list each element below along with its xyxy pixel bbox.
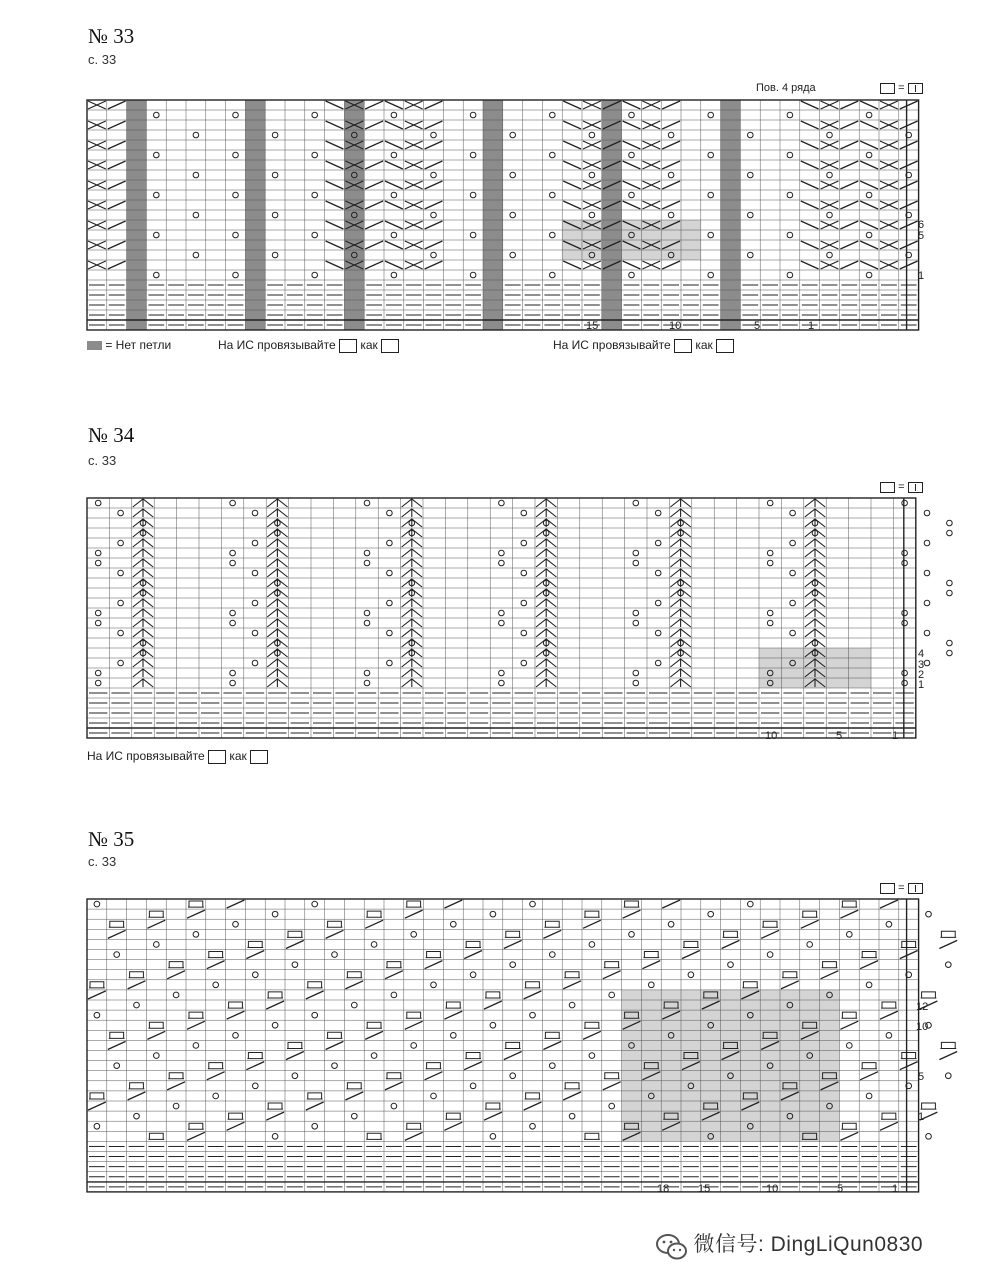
chart-35-col-label: 5 (837, 1183, 844, 1195)
legend-label: = Нет петли (105, 338, 172, 352)
wechat-icon (655, 1232, 689, 1262)
legend-label: как (360, 338, 378, 352)
chart-34-row-label: 1 (918, 679, 925, 691)
chart-33-page-ref: с. 33 (88, 52, 117, 67)
chart-34-page-ref: с. 33 (88, 453, 117, 468)
legend-label: На ИС провязывайте (218, 338, 336, 352)
chart-33-title: № 33 (88, 24, 135, 48)
chart-33-repeat-note: Пов. 4 ряда (756, 82, 816, 94)
chart-34-col-label: 10 (765, 730, 778, 742)
key-equals: = (898, 481, 905, 493)
chart-33-row-label: 1 (918, 270, 925, 282)
chart-33-row-label: 6 (918, 219, 925, 231)
chart-35-row-label: 1 (918, 1111, 925, 1123)
legend-label: как (229, 749, 247, 763)
chart-35-row-label: 12 (916, 1001, 929, 1013)
chart-35-row-label: 10 (916, 1021, 929, 1033)
chart-33-col-label: 15 (586, 320, 599, 332)
watermark-text: 微信号: DingLiQun0830 (693, 1233, 924, 1256)
chart-33-col-label: 1 (808, 320, 815, 332)
chart-34-row-label: 3 (918, 659, 925, 671)
legend-label: как (695, 338, 713, 352)
chart-34-row-label: 4 (918, 648, 925, 660)
chart-35-page-ref: с. 33 (88, 854, 117, 869)
chart-35-col-label: 1 (892, 1183, 899, 1195)
chart-33-col-label: 5 (754, 320, 761, 332)
legend-label: На ИС провязывайте (87, 749, 205, 763)
chart-34-col-label: 5 (836, 730, 843, 742)
chart-33-col-label: 10 (669, 320, 682, 332)
chart-34-title: № 34 (88, 423, 135, 447)
chart-35-col-label: 18 (657, 1183, 670, 1195)
watermark (655, 1228, 923, 1262)
key-equals: = (898, 882, 905, 894)
chart-34-row-label: 2 (918, 669, 925, 681)
legend-label: На ИС провязывайте (553, 338, 671, 352)
chart-33-row-label: 5 (918, 230, 925, 242)
key-equals: = (898, 82, 905, 94)
chart-34-col-label: 1 (892, 730, 899, 742)
chart-35-row-label: 5 (918, 1071, 925, 1083)
chart-35-title: № 35 (88, 827, 135, 851)
chart-35-col-label: 10 (766, 1183, 779, 1195)
chart-35-col-label: 15 (698, 1183, 711, 1195)
